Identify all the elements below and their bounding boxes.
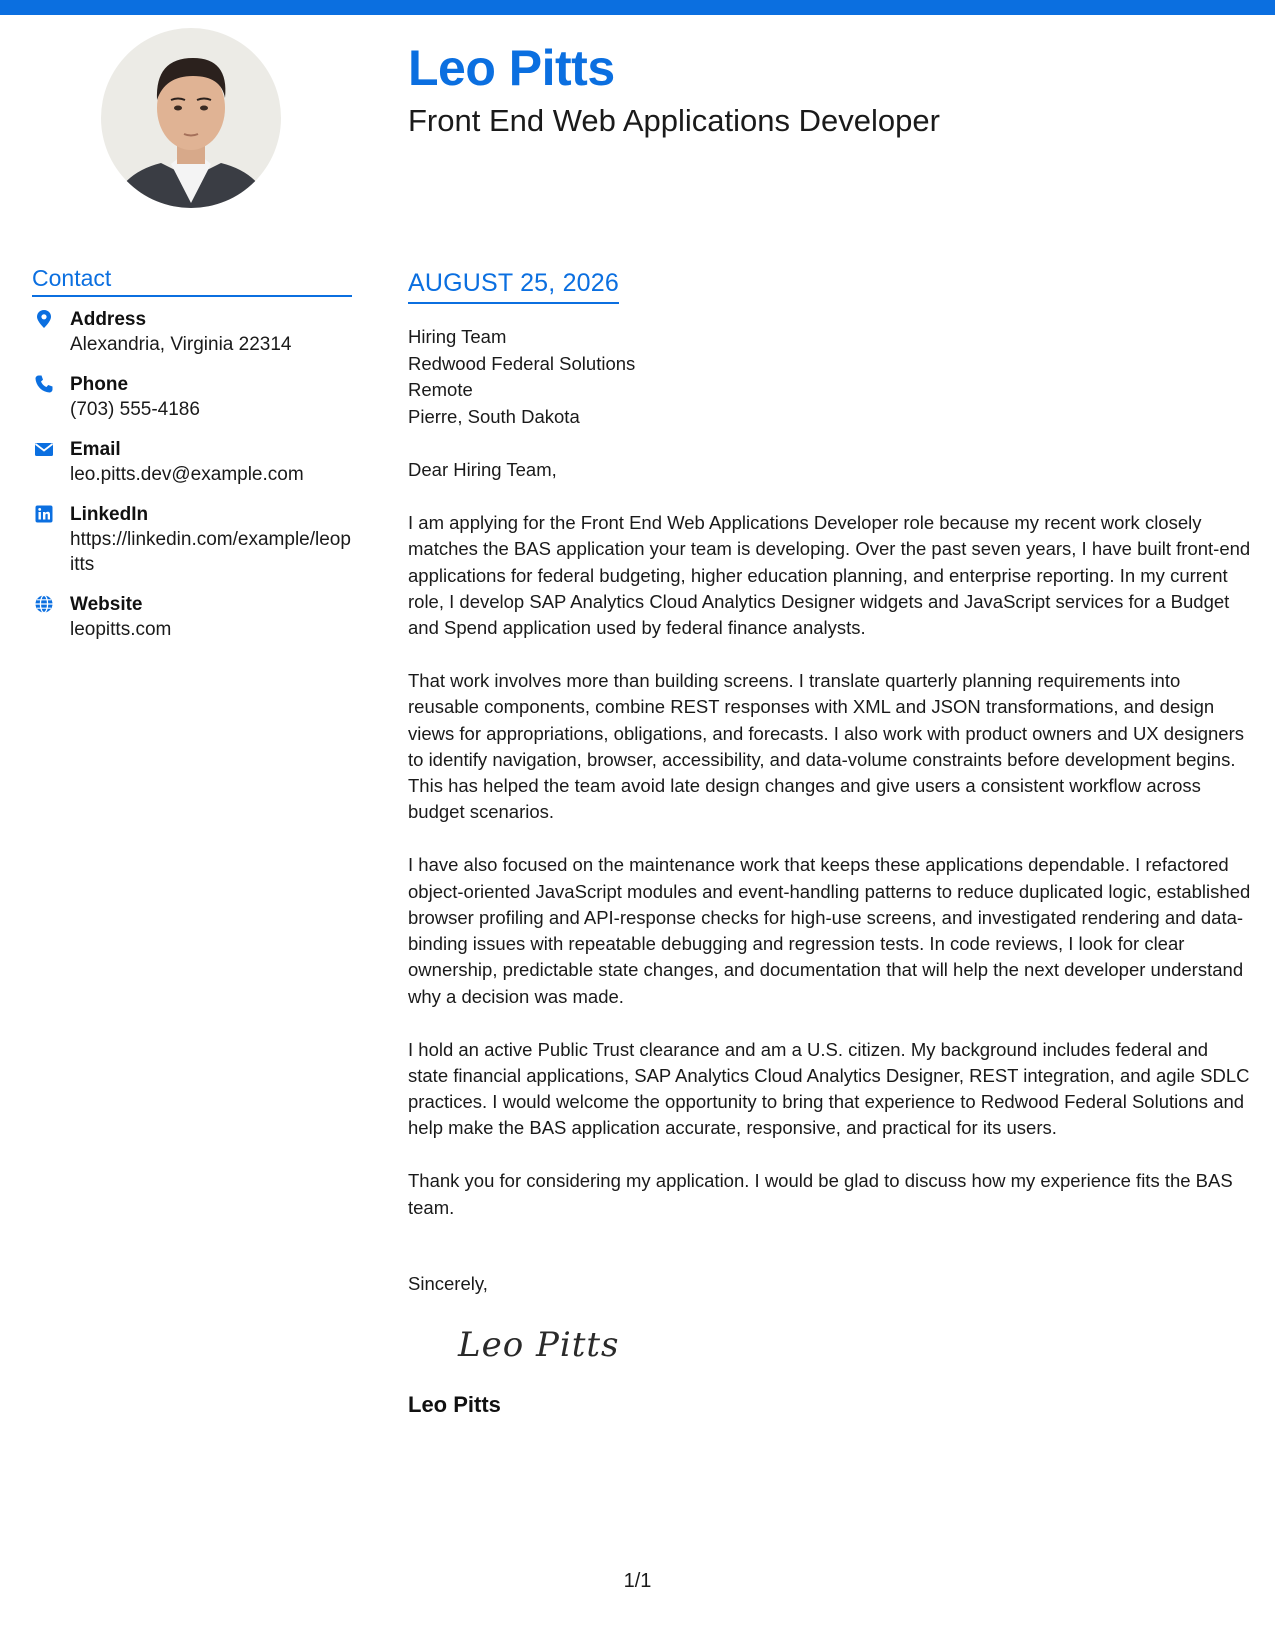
- body-paragraph: I have also focused on the maintenance work that keeps these applications dependable. I refactored object-oriented JavaScript modules and event-handling patterns to reduce duplicated logic, established browser profiling and API-response checks for high-use screens, and investigated rendering and data-binding issues with repeatable debugging and regression tests. In code reviews, I look for clear ownership, predictable state changes, and documentation that will help the next developer understand why a decision was made.: [408, 854, 1251, 1007]
- email-label: Email: [70, 438, 121, 460]
- recipient-block: [408, 324, 1253, 430]
- contact-phone: [32, 372, 352, 422]
- salutation: Dear Hiring Team,: [408, 459, 557, 480]
- website-value[interactable]: leopitts.com: [70, 618, 172, 640]
- page-number: 1/1: [623, 1570, 652, 1592]
- handwritten-signature: Leo Pitts: [458, 1325, 620, 1366]
- applicant-name: Leo Pitts: [408, 40, 615, 96]
- globe-icon: [34, 594, 54, 614]
- recipient-line: Remote: [408, 379, 473, 400]
- recipient-line: Hiring Team: [408, 326, 507, 347]
- recipient-line: Redwood Federal Solutions: [408, 352, 636, 374]
- contact-linkedin: [32, 502, 352, 577]
- address-value: Alexandria, Virginia 22314: [70, 333, 292, 355]
- linkedin-icon: [34, 504, 54, 524]
- contact-sidebar: [32, 265, 352, 657]
- body-paragraph: I am applying for the Front End Web Applications Developer role because my recent work closely matches the BAS application your team is developing. Over the past seven years, I have built front-end applications for federal budgeting, higher education planning, and enterprise reporting. In my current role, I develop SAP Analytics Cloud Analytics Designer widgets and JavaScript services for a Budget and Spend application used by federal finance analysts.: [408, 512, 1251, 639]
- profile-photo: [101, 28, 281, 208]
- closing: Sincerely,: [408, 1272, 488, 1294]
- letter-date: AUGUST 25, 2026: [408, 268, 619, 304]
- website-label: Website: [70, 593, 143, 615]
- phone-label: Phone: [70, 373, 129, 395]
- linkedin-value[interactable]: https://linkedin.com/example/leopitts: [70, 528, 351, 575]
- contact-address: [32, 307, 352, 357]
- email-icon: [34, 439, 54, 459]
- signer-name: Leo Pitts: [408, 1392, 501, 1418]
- email-value: leo.pitts.dev@example.com: [70, 463, 304, 485]
- address-label: Address: [70, 308, 147, 330]
- top-accent-bar: [0, 0, 1275, 15]
- body-paragraph: Thank you for considering my application. I would be glad to discuss how my experience fits the BAS team.: [408, 1170, 1233, 1218]
- contact-email: [32, 437, 352, 487]
- contact-heading: Contact: [32, 265, 352, 297]
- linkedin-label: LinkedIn: [70, 503, 149, 525]
- contact-list: [32, 307, 352, 642]
- phone-icon: [34, 374, 54, 394]
- body-paragraph: I hold an active Public Trust clearance and am a U.S. citizen. My background includes federal and state financial applications, SAP Analytics Cloud Analytics Designer, REST integration, and agile SDLC practices. I would welcome the opportunity to bring that experience to Redwood Federal Solutions and help make the BAS application accurate, responsive, and practical for its users.: [408, 1038, 1250, 1139]
- contact-website: [32, 592, 352, 642]
- phone-value: (703) 555-4186: [70, 398, 200, 420]
- map-pin-icon: [34, 309, 54, 329]
- letter-body: [408, 268, 1253, 1419]
- recipient-line: Pierre, South Dakota: [408, 405, 580, 427]
- job-title: Front End Web Applications Developer: [408, 103, 940, 138]
- body-paragraph: That work involves more than building screens. I translate quarterly planning requirements into reusable components, combine REST responses with XML and JSON transformations, and design views for appropriations, obligations, and forecasts. I also work with product owners and UX designers to identify navigation, browser, accessibility, and data-volume constraints before development begins. This has helped the team avoid late design changes and give users a consistent workflow across budget scenarios.: [408, 669, 1245, 823]
